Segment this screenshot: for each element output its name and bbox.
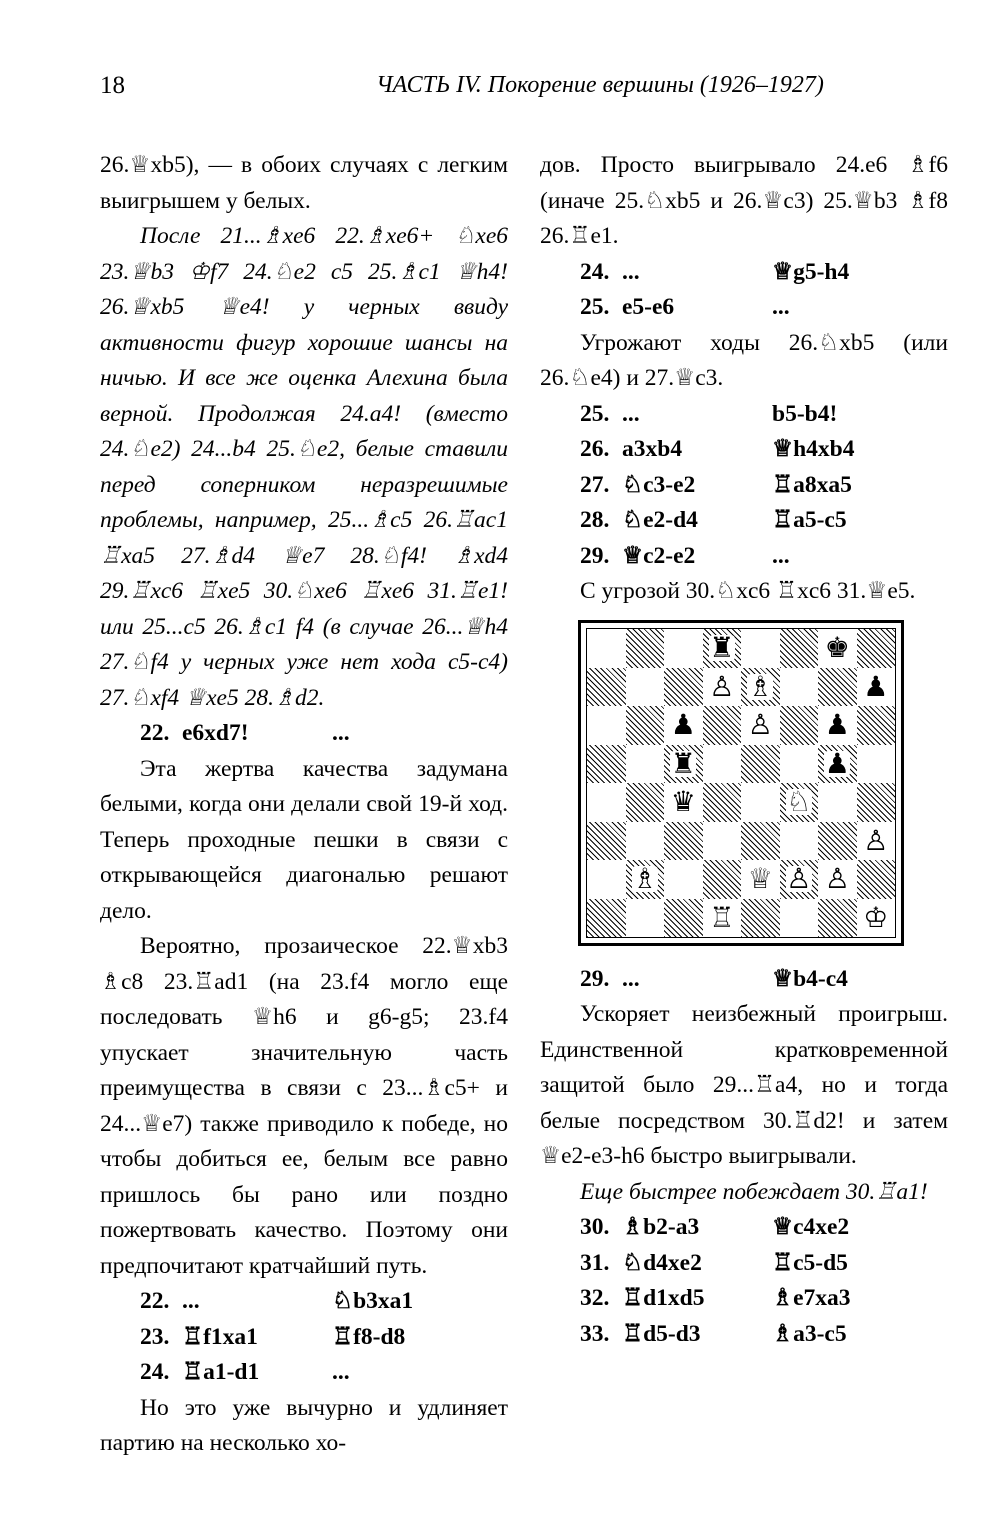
chess-piece: ♗ — [632, 862, 658, 896]
chess-piece: ♗ — [747, 669, 773, 703]
board-square — [626, 706, 665, 745]
move-number: 22. — [140, 1288, 170, 1314]
paragraph-left-4-part-a: Вероятно, прозаическое 22.♕xb3 ♗c8 23.♖ad1 (на 23.f4 могло еще последовать ♕h6 и g6-g5; — [100, 933, 508, 1030]
board-square — [626, 745, 665, 784]
board-square — [587, 860, 626, 899]
board-square — [818, 783, 857, 822]
move-table-22 — [100, 716, 508, 752]
move-row — [100, 1284, 508, 1320]
paragraph-left-4 — [100, 929, 508, 1284]
board-square — [587, 668, 626, 707]
black-move: ♘b3xa1 — [332, 1288, 414, 1314]
board-square — [664, 783, 703, 822]
board-square — [664, 629, 703, 668]
move-number: 24. — [140, 1359, 170, 1385]
chess-diagram — [578, 620, 908, 950]
board-square — [741, 783, 780, 822]
move-number: 30. — [580, 1214, 610, 1240]
move-row — [540, 1210, 948, 1246]
paragraph-left-5: Но это уже вычурно и удлиняет партию на несколько хо- — [100, 1394, 508, 1456]
page-number: 18 — [100, 72, 125, 99]
white-move: ♖f1xa1 — [182, 1323, 258, 1350]
board-square — [818, 629, 857, 668]
board-square — [587, 745, 626, 784]
black-move: ♖a5-c5 — [772, 507, 847, 533]
board-square — [780, 822, 819, 861]
black-move: ♕c4xe2 — [772, 1214, 850, 1240]
board-square — [818, 668, 857, 707]
move-table-30-33 — [540, 1210, 948, 1352]
board-square — [626, 668, 665, 707]
board-square — [703, 899, 742, 938]
chess-board-frame — [578, 620, 904, 946]
board-square — [741, 899, 780, 938]
board-square — [818, 706, 857, 745]
board-square — [857, 668, 896, 707]
board-square — [741, 629, 780, 668]
move-row — [100, 1355, 508, 1391]
black-move: ... — [772, 542, 790, 569]
move-number: 33. — [580, 1320, 610, 1347]
board-square — [703, 668, 742, 707]
white-move: ... — [182, 1288, 200, 1314]
board-square — [857, 629, 896, 668]
white-move: ♘e2-d4 — [622, 507, 698, 533]
black-move: ♕g5-h4 — [772, 258, 850, 285]
board-square — [780, 706, 819, 745]
white-move: e6xd7! — [182, 720, 249, 746]
move-row — [100, 716, 508, 752]
board-square — [587, 822, 626, 861]
board-square — [857, 706, 896, 745]
move-number: 29. — [580, 542, 610, 569]
paragraph-right-3: С угрозой 30.♘xc6 ♖xc6 31.♕e5. — [580, 578, 916, 604]
board-square — [626, 822, 665, 861]
board-square — [780, 668, 819, 707]
move-number: 26. — [580, 436, 610, 462]
chess-piece: ♚ — [824, 631, 850, 665]
board-square — [626, 629, 665, 668]
white-move: ♘c3-e2 — [622, 471, 696, 498]
board-square — [818, 822, 857, 861]
white-move: ♕c2-e2 — [622, 542, 696, 569]
move-row — [540, 1281, 948, 1317]
move-number: 27. — [580, 471, 610, 498]
board-square — [741, 745, 780, 784]
board-square — [703, 706, 742, 745]
chess-piece: ♕ — [747, 862, 773, 896]
board-square — [664, 668, 703, 707]
board-square — [703, 629, 742, 668]
chess-piece: ♙ — [786, 862, 812, 896]
board-square — [780, 783, 819, 822]
board-square — [626, 783, 665, 822]
board-square — [741, 860, 780, 899]
white-move: ♘d4xe2 — [622, 1249, 702, 1276]
move-row — [540, 255, 948, 291]
board-square — [703, 822, 742, 861]
move-table-22-24 — [100, 1284, 508, 1391]
move-number: 25. — [580, 400, 610, 427]
move-row — [540, 503, 948, 539]
paragraph-right-1: дов. Просто выигрывало 24.e6 ♗f6 (иначе 25.♘xb5 и 26.♕c3) 25.♕b3 ♗f8 26.♖e1. — [540, 152, 948, 249]
board-square — [664, 899, 703, 938]
chess-board — [586, 628, 896, 938]
chess-piece: ♘ — [786, 785, 812, 819]
paragraph-left-3: Эта жертва качества задумана белыми, когда они делали свой 19-й ход. Теперь проходные пешки в связи с открывающейся диагональю решают дело. — [100, 755, 508, 924]
black-move: ♗e7xa3 — [772, 1285, 851, 1311]
move-row — [540, 432, 948, 468]
board-square — [587, 899, 626, 938]
board-square — [664, 822, 703, 861]
paragraph-left-1: 26.♕xb5), — в обоих случаях с легким выигрышем у белых. — [100, 152, 508, 214]
chess-piece: ♙ — [709, 669, 735, 703]
paragraph-left-4-italic: 23.f4 упускает значительную часть преимущества в связи с 23...♗c5+ и 24...♕e7 — [100, 1004, 508, 1137]
white-move: ... — [622, 400, 640, 427]
board-square — [857, 783, 896, 822]
paragraph-left-4-part-b: ) также приводило к победе, но чтобы добиться ее, белым все равно пришлось бы рано или поздно пожертвовать качество. Поэтому они предпочитают кратчайший путь. — [100, 1110, 508, 1279]
chess-piece: ♙ — [824, 862, 850, 896]
board-square — [780, 629, 819, 668]
board-square — [857, 899, 896, 938]
move-row — [540, 1317, 948, 1353]
board-square — [703, 745, 742, 784]
board-square — [626, 899, 665, 938]
board-square — [741, 706, 780, 745]
black-move: ♖c5-d5 — [772, 1249, 848, 1276]
move-table-29 — [540, 962, 948, 998]
black-move: ♖a8xa5 — [772, 471, 852, 498]
page-header — [100, 72, 940, 108]
move-number: 23. — [140, 1323, 170, 1350]
move-row — [100, 1320, 508, 1356]
black-move: ♗a3-c5 — [772, 1320, 847, 1347]
white-move: ♖a1-d1 — [182, 1359, 260, 1385]
move-number: 32. — [580, 1285, 610, 1311]
board-square — [626, 860, 665, 899]
move-row — [540, 468, 948, 504]
chess-piece: ♙ — [747, 708, 773, 742]
chess-piece: ♛ — [670, 785, 696, 819]
paragraph-left-2-analysis: После 21...♗xe6 22.♗xe6+ ♘xe6 23.♕b3 ♔f7 24.♘e2 c5 25.♗c1 ♕h4! 26.♕xb5 ♕e4! у черных ввиду активности фигур хорошие шансы на ничью. И все же оценка Алехина была верной. Продолжая 24.a4! (вместо 24.♘e2) 24...b4 25.♘e2, белые ставили перед соперником неразрешимые проблемы, например, 25...♗c5 26.♖ac1 ♖xa5 27.♗d4 ♕e7 28.♘f4! ♗xd4 29.♖xc6 ♖xe5 30.♘xe6 ♖xe6 31.♖e1! или 25...c5 26.♗c1 f4 (в случае 26...♕h4 27.♘f4 у черных уже нет хода c5-c4) 27.♘xf4 ♕xe5 28.♗d2. — [100, 223, 508, 711]
white-move: e5-e6 — [622, 294, 675, 320]
move-number: 28. — [580, 507, 610, 533]
chess-piece: ♖ — [709, 900, 735, 934]
chess-piece: ♙ — [863, 823, 889, 857]
board-square — [664, 860, 703, 899]
move-number: 22. — [140, 720, 170, 746]
board-square — [664, 745, 703, 784]
board-square — [741, 822, 780, 861]
board-square — [741, 668, 780, 707]
left-text-column — [100, 148, 508, 1462]
move-row — [540, 397, 948, 433]
move-number: 29. — [580, 965, 610, 992]
black-move: ♕h4xb4 — [772, 436, 855, 462]
white-move: ♖d1xd5 — [622, 1285, 705, 1311]
board-square — [818, 860, 857, 899]
white-move: ♗b2-a3 — [622, 1214, 700, 1240]
paragraph-right-5-italic: Еще быстрее побеждает 30.♖a1! — [580, 1178, 928, 1205]
white-move: ♖d5-d3 — [622, 1320, 701, 1347]
black-move: ... — [772, 294, 790, 320]
board-square — [587, 629, 626, 668]
move-row — [540, 962, 948, 998]
black-move: b5-b4! — [772, 400, 838, 427]
move-row — [540, 1246, 948, 1282]
paragraph-right-2: Угрожают ходы 26.♘xb5 (или 26.♘e4) и 27.♕c3. — [540, 329, 948, 391]
running-title: ЧАСТЬ IV. Покорение вершины (1926–1927) — [376, 72, 824, 98]
board-square — [587, 706, 626, 745]
move-number: 31. — [580, 1249, 610, 1276]
board-square — [703, 783, 742, 822]
move-table-25-29 — [540, 397, 948, 575]
chess-piece: ♟ — [670, 708, 696, 742]
chess-piece: ♟ — [824, 746, 850, 780]
board-square — [818, 899, 857, 938]
black-move: ♕b4-c4 — [772, 965, 848, 992]
move-number: 24. — [580, 258, 610, 285]
board-square — [703, 860, 742, 899]
chess-piece: ♟ — [863, 669, 889, 703]
move-row — [540, 539, 948, 575]
black-move: ... — [332, 1359, 350, 1385]
white-move: ... — [622, 965, 640, 992]
white-move: ... — [622, 258, 640, 285]
board-square — [818, 745, 857, 784]
chess-piece: ♟ — [824, 708, 850, 742]
board-square — [780, 899, 819, 938]
paragraph-right-4: Ускоряет неизбежный проигрыш. Единственной кратковременной защитой было 29...♖a4, но и тогда белые посредством 30.♖d2! и затем ♕e2-e3-h6 быстро выигрывали. — [540, 1001, 948, 1169]
white-move: a3xb4 — [622, 436, 683, 462]
board-square — [857, 860, 896, 899]
black-move: ♖f8-d8 — [332, 1323, 406, 1350]
board-square — [587, 783, 626, 822]
board-square — [857, 745, 896, 784]
board-square — [780, 860, 819, 899]
chess-piece: ♔ — [863, 900, 889, 934]
board-square — [857, 822, 896, 861]
move-table-24-25 — [540, 255, 948, 326]
board-square — [780, 745, 819, 784]
move-row — [540, 290, 948, 326]
black-move: ... — [332, 720, 350, 746]
board-square — [664, 706, 703, 745]
chess-piece: ♜ — [670, 746, 696, 780]
move-number: 25. — [580, 294, 610, 320]
chess-piece: ♜ — [709, 631, 735, 665]
